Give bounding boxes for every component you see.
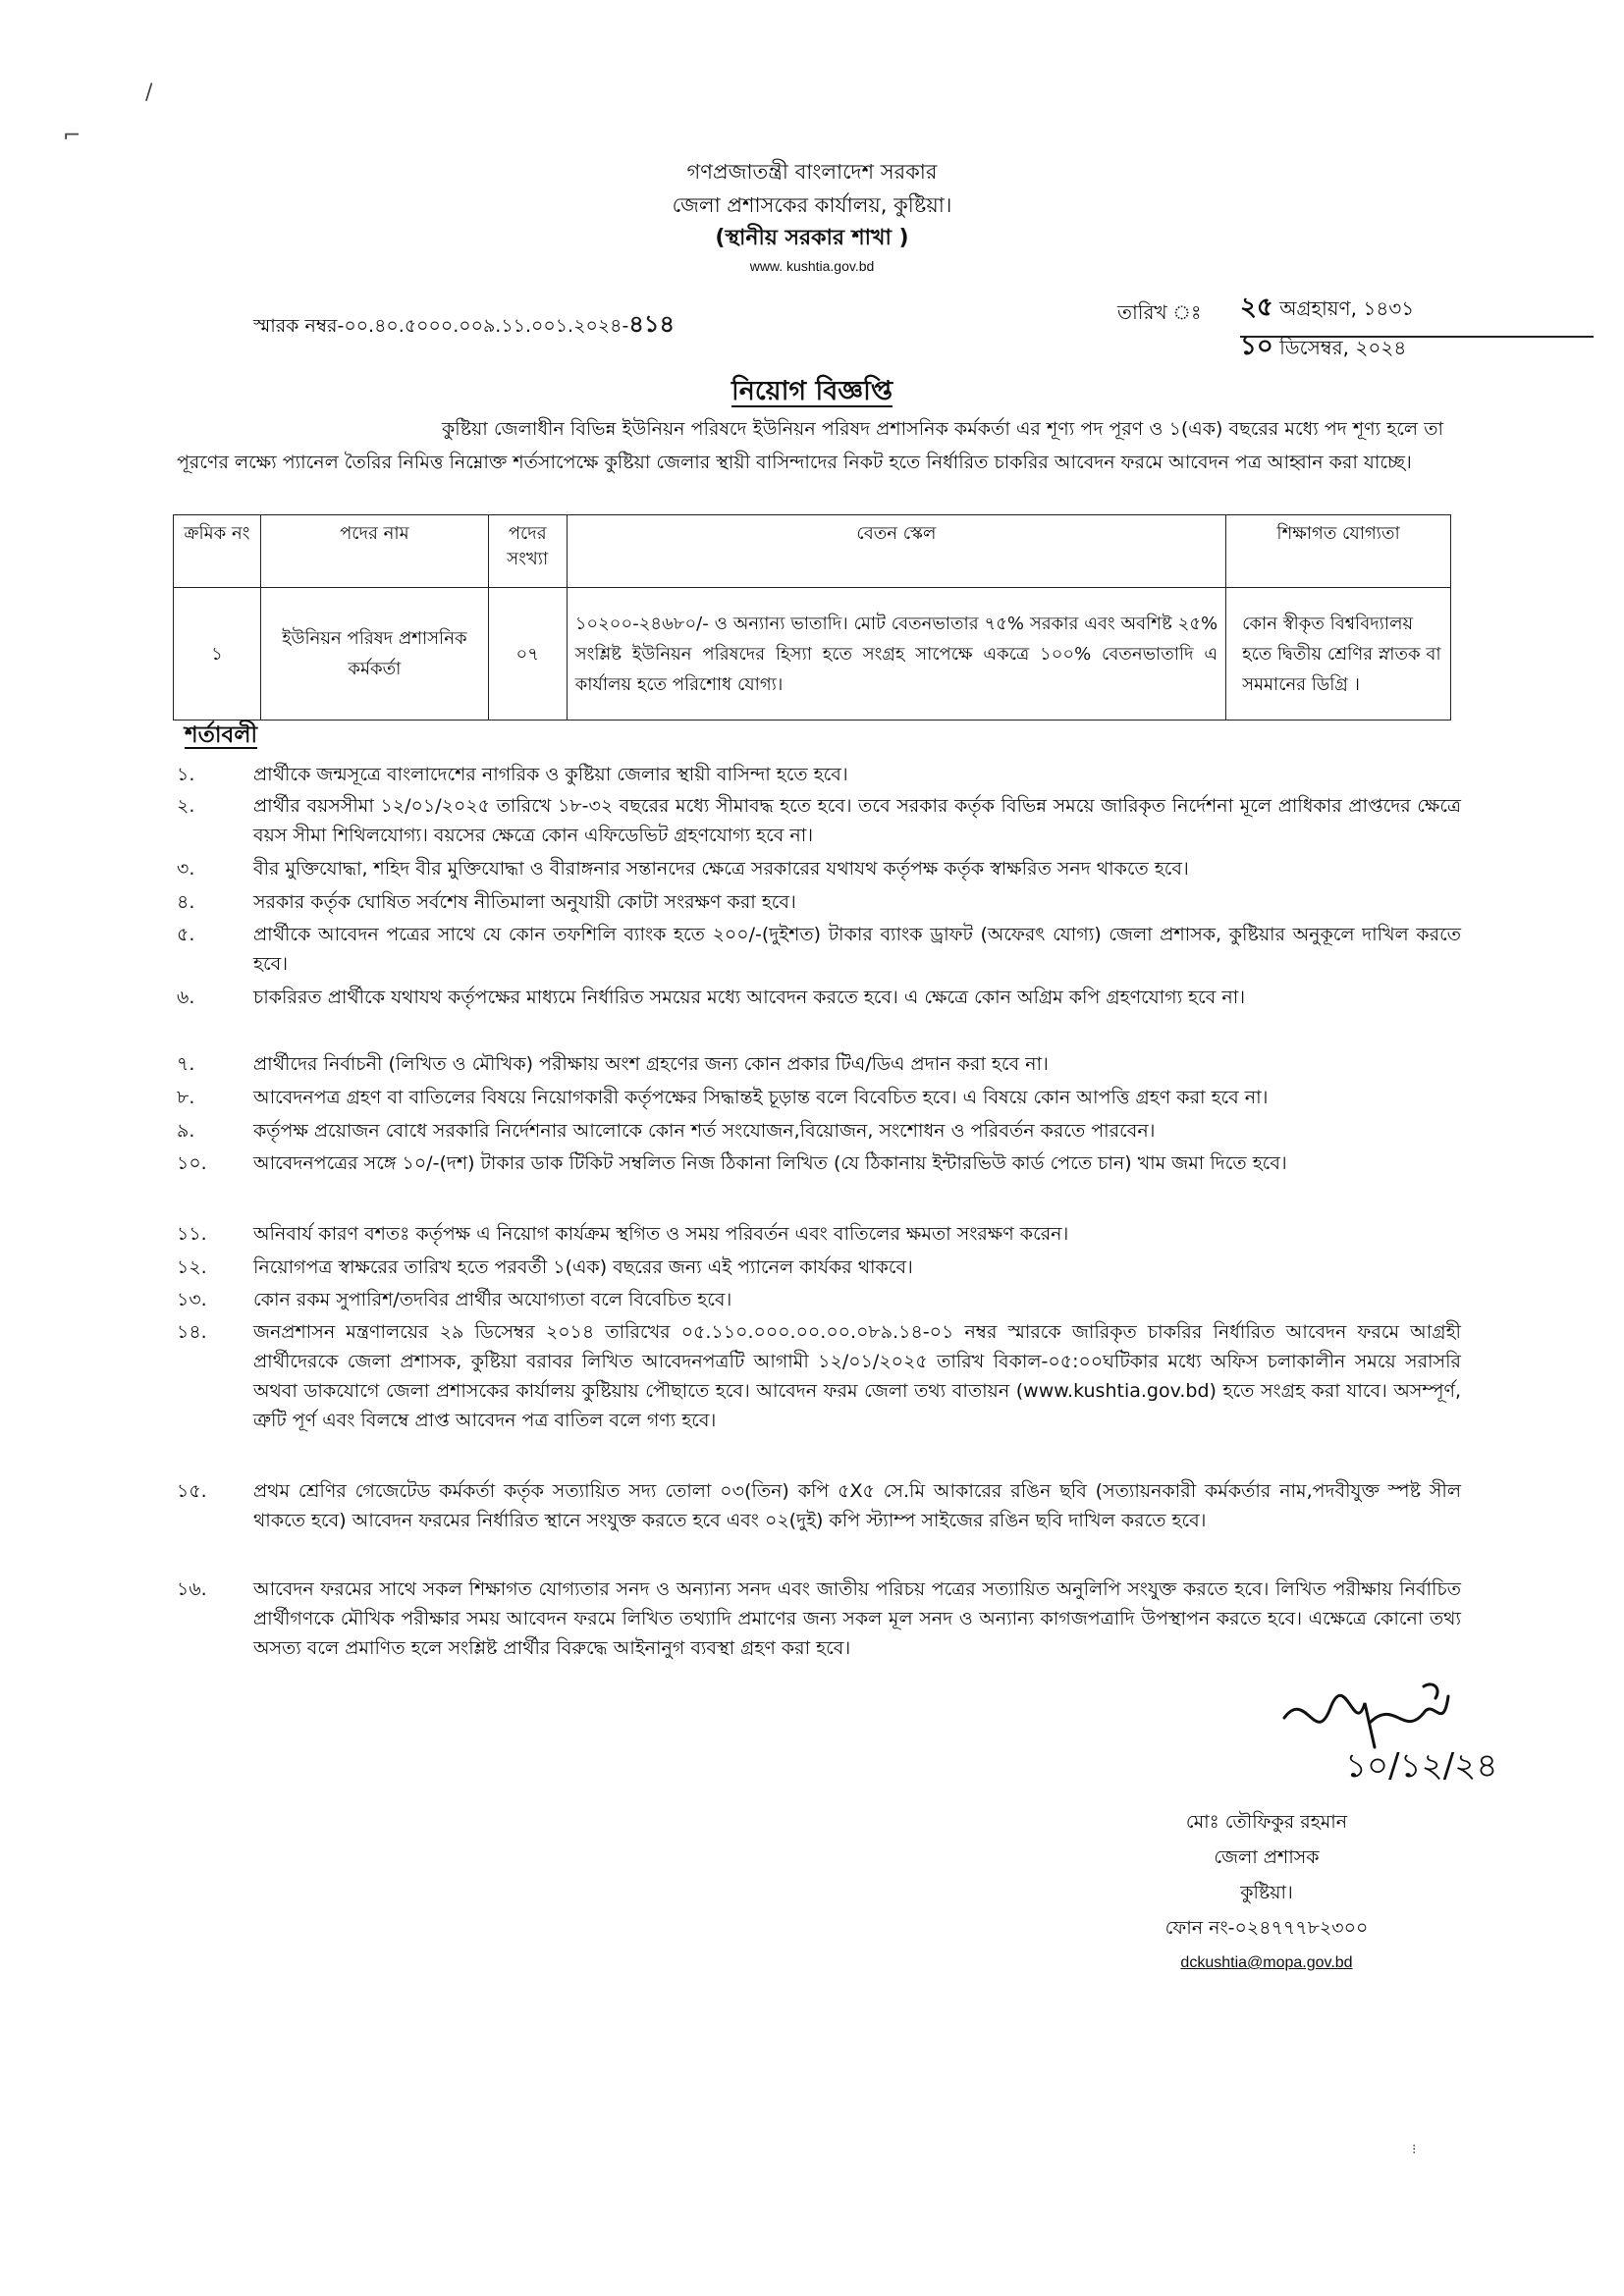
col-education-header: শিক্ষাগত যোগ্যতা <box>1226 515 1451 588</box>
condition-text: আবেদন ফরমের সাথে সকল শিক্ষাগত যোগ্যতার সনদ ও অন্যান্য সনদ এবং জাতীয় পরিচয় পত্রের সত্যায়িত অনুলিপি সংযুক্ত করতে হবে। লিখিত পরীক্ষায় নির্বাচিত প্রার্থীগণকে মৌখিক পরীক্ষার সময় আবেদন ফরমে লিখিত তথ্যাদি প্রমাণের জন্য সকল মূল সনদ ও অন্যান্য কাগজপত্রাদি উপস্থাপন করতে হবে। এক্ষেত্রে কোনো তথ্য অসত্য বলে প্রমাণিত হলে সংশ্লিষ্ট প্রার্থীর বিরুদ্ধে আইনানুগ ব্যবস্থা গ্রহণ করা হবে। <box>253 1578 1461 1659</box>
website-link[interactable]: www. kushtia.gov.bd <box>749 258 875 274</box>
condition-number: ১. <box>177 764 195 785</box>
gregorian-date <box>1240 326 1594 369</box>
condition-number: ৩. <box>177 858 195 880</box>
govt-name: গণপ্রজাতন্ত্রী বাংলাদেশ সরকার <box>686 160 938 184</box>
condition-text: প্রার্থীর বয়সসীমা ১২/০১/২০২৫ তারিখে ১৮-৩২ বছরের মধ্যে সীমাবদ্ধ হতে হবে। তবে সরকার কর্তৃক বিভিন্ন সময়ে জারিকৃত নির্দেশনা মূলে প্রাধিকার প্রাপ্তদের ক্ষেত্রে বয়স সীমা শিথিলযোগ্য। বয়সের ক্ষেত্রে কোন এফিডেভিট গ্রহণযোগ্য হবে না। <box>253 795 1461 846</box>
signatory-email-link[interactable]: dckushtia@mopa.gov.bd <box>1180 1954 1353 1971</box>
paper-mark: ⌐ <box>63 124 81 148</box>
signatory-name: মোঃ তৌফিকুর রহমান <box>1185 1811 1348 1833</box>
condition-number: ৫. <box>177 924 195 945</box>
table-row <box>174 588 1451 721</box>
condition-text: বীর মুক্তিযোদ্ধা, শহিদ বীর মুক্তিযোদ্ধা ও বীরাঙ্গনার সন্তানদের ক্ষেত্রে সরকারের যথাযথ কর্তৃপক্ষ কর্তৃক স্বাক্ষরিত সনদ থাকতে হবে। <box>253 858 1189 880</box>
condition-text: প্রার্থীকে আবেদন পত্রের সাথে যে কোন তফশিলি ব্যাংক হতে ২০০/-(দুইশত) টাকার ব্যাংক ড্রাফট (অফেরৎ যোগ্য) জেলা প্রশাসক, কুষ্টিয়ার অনুকূলে দাখিল করতে হবে। <box>253 924 1461 975</box>
condition-number: ৯. <box>177 1120 195 1142</box>
memo-ref-handwritten: ৪১৪ <box>628 310 676 338</box>
condition-number: ১০. <box>177 1152 207 1174</box>
condition-number: ১৩. <box>177 1289 207 1310</box>
condition-number: ৬. <box>177 987 195 1008</box>
condition-text: সরকার কর্তৃক ঘোষিত সর্বশেষ নীতিমালা অনুযায়ী কোটা সংরক্ষণ করা হবে। <box>253 891 796 913</box>
notice-title <box>0 371 1624 415</box>
condition-text: কোন রকম সুপারিশ/তদবির প্রার্থীর অযোগ্যতা বলে বিবেচিত হবে। <box>253 1289 732 1310</box>
pay-scale-cell: ১০২০০-২৪৬৮০/- ও অন্যান্য ভাতাদি। মোট বেতনভাতার ৭৫% সরকার এবং অবশিষ্ট ২৫% সংশ্লিষ্ট ইউনিয়ন পরিষদের হিস্যা হতে সংগ্রহ সাপেক্ষে একত্রে ১০০% বেতনভাতাদি এ কার্যালয় হতে পরিশোধ যোগ্য। <box>567 588 1225 721</box>
paper-mark: / <box>145 80 153 105</box>
paper-mark: ⁝ <box>1412 2142 1417 2158</box>
condition-text: প্রার্থীকে জন্মসূত্রে বাংলাদেশের নাগরিক ও কুষ্টিয়া জেলার স্থায়ী বাসিন্দা হতে হবে। <box>253 764 848 785</box>
notice-title-text: নিয়োগ বিজ্ঞপ্তি <box>731 376 893 406</box>
signatory-office: কুষ্টিয়া। <box>1240 1882 1293 1903</box>
branch-name: (স্থানীয় সরকার শাখা ) <box>715 226 909 250</box>
col-scale-header: বেতন স্কেল <box>567 515 1225 588</box>
condition-text: অনিবার্য কারণ বশতঃ কর্তৃপক্ষ এ নিয়োগ কার্যক্রম স্থগিত ও সময় পরিবর্তন এবং বাতিলের ক্ষমতা সংরক্ষণ করেন। <box>253 1223 1069 1245</box>
condition-text: কর্তৃপক্ষ প্রয়োজন বোধে সরকারি নির্দেশনার আলোকে কোন শর্ত সংযোজন,বিয়োজন, সংশোধন ও পরিবর্তন করতে পারবেন। <box>253 1120 1156 1142</box>
post-table <box>173 514 1451 721</box>
col-count-header: পদের সংখ্যা <box>488 515 567 588</box>
bangla-date-rest: অগ্রহায়ণ, ১৪৩১ <box>1279 296 1415 320</box>
condition-text: জনপ্রশাসন মন্ত্রণালয়ের ২৯ ডিসেম্বর ২০১৪ তারিখের ০৫.১১০.০০০.০০.০০.০৮৯.১৪-০১ নম্বর স্মারকে জারিকৃত চাকরির নির্ধারিত আবেদন ফরমে আগ্রহী প্রার্থীদেরকে জেলা প্রশাসক, কুষ্টিয়া বরাবর লিখিত আবেদনপত্রটি আগামী ১২/০১/২০২৫ তারিখ বিকাল-০৫:০০ঘটিকার মধ্যে অফিস চলাকালীন সময়ে সরাসরি অথবা ডাকযোগে জেলা প্রশাসকের কার্যালয় কুষ্টিয়ায় পৌছাতে হবে। আবেদন ফরম জেলা তথ্য বাতায়ন (www.kushtia.gov.bd) হতে সংগ্রহ করা যাবে। অসম্পূর্ণ, ত্রুটি পূর্ণ এবং বিলম্বে প্রাপ্ত আবেদন পত্র বাতিল বলে গণ্য হবে। <box>253 1321 1461 1431</box>
condition-number: ৮. <box>177 1087 195 1108</box>
condition-number: ১৫. <box>177 1480 207 1502</box>
condition-number: ১২. <box>177 1256 207 1278</box>
gregorian-date-rest: ডিসেম্বর, ২০২৪ <box>1279 336 1407 359</box>
conditions-heading: শর্তাবলী <box>185 722 258 748</box>
memo-ref-printed: স্মারক নম্বর-০০.৪০.৫০০০.০০৯.১১.০০১.২০২৪- <box>253 315 629 337</box>
serial-cell: ১ <box>174 588 261 721</box>
memo-number <box>253 306 675 346</box>
handwritten-signature <box>1276 1679 1542 1787</box>
condition-text: আবেদনপত্রের সঙ্গে ১০/-(দশ) টাকার ডাক টিকিট সম্বলিত নিজ ঠিকানা লিখিত (যে ঠিকানায় ইন্টারভিউ কার্ড পেতে চান) খাম জমা দিতে হবে। <box>253 1152 1287 1174</box>
signatory-phone: ফোন নং-০২৪৭৭৭৮২৩০০ <box>1164 1917 1369 1939</box>
date-label: তারিখ ঃ <box>1117 300 1202 324</box>
condition-text: চাকরিরত প্রার্থীকে যথাযথ কর্তৃপক্ষের মাধ্যমে নির্ধারিত সময়ের মধ্যে আবেদন করতে হবে। এ ক্ষেত্রে কোন অগ্রিম কপি গ্রহণযোগ্য হবে না। <box>253 987 1246 1008</box>
bangla-date-day: ২৫ <box>1240 293 1273 322</box>
condition-text: আবেদনপত্র গ্রহণ বা বাতিলের বিষয়ে নিয়োগকারী কর্তৃপক্ষের সিদ্ধান্তই চূড়ান্ত বলে বিবেচিত হবে। এ বিষয়ে কোন আপত্তি গ্রহণ করা হবে না। <box>253 1087 1269 1108</box>
condition-text: প্রথম শ্রেণির গেজেটেড কর্মকর্তা কর্তৃক সত্যায়িত সদ্য তোলা ০৩(তিন) কপি ৫X৫ সে.মি আকারের রঙিন ছবি (সত্যায়নকারী কর্মকর্তার নাম,পদবীযুক্ত স্পষ্ট সীল থাকতে হবে) আবেদন ফরমের নির্ধারিত স্থানে সংযুক্ত করতে হবে এবং ০২(দুই) কপি স্ট্যাম্প সাইজের রঙিন ছবি দাখিল করতে হবে। <box>253 1480 1461 1531</box>
letterhead <box>0 155 1624 277</box>
col-serial-header: ক্রমিক নং <box>174 515 261 588</box>
condition-number: ১৪. <box>177 1321 207 1343</box>
condition-text: প্রার্থীদের নির্বাচনী (লিখিত ও মৌখিক) পরীক্ষায় অংশ গ্রহণের জন্য কোন প্রকার টিএ/ডিএ প্রদান করা হবে না। <box>253 1053 1049 1075</box>
condition-number: ১১. <box>177 1223 207 1245</box>
condition-number: ২. <box>177 795 195 817</box>
intro-paragraph: কুষ্টিয়া জেলাধীন বিভিন্ন ইউনিয়ন পরিষদে ইউনিয়ন পরিষদ প্রশাসনিক কর্মকর্তা এর শূণ্য পদ পূরণ ও ১(এক) বছরের মধ্যে পদ শূণ্য হলে তা পূরণের লক্ষ্যে প্যানেল তৈরির নিমিত্ত নিম্নোক্ত শর্তসাপেক্ষে কুষ্টিয়া জেলার স্থায়ী বাসিন্দাদের নিকট হতে নির্ধারিত চাকরির আবেদন ফরমে আবেদন পত্র আহ্বান করা যাচ্ছে। <box>177 418 1443 473</box>
condition-number: ৪. <box>177 891 195 913</box>
condition-number: ১৬. <box>177 1578 207 1600</box>
post-name-cell: ইউনিয়ন পরিষদ প্রশাসনিক কর্মকর্তা <box>260 588 488 721</box>
condition-number: ৭. <box>177 1053 195 1075</box>
gregorian-date-day: ১০ <box>1240 332 1273 361</box>
signatory-block <box>1119 1804 1414 1981</box>
education-cell: কোন স্বীকৃত বিশ্ববিদ্যালয় হতে দ্বিতীয় শ্রেণির স্নাতক বা সমমানের ডিগ্রি । <box>1226 588 1451 721</box>
office-name: জেলা প্রশাসকের কার্যালয়, কুষ্টিয়া। <box>672 193 952 217</box>
col-post-header: পদের নাম <box>260 515 488 588</box>
signatory-designation: জেলা প্রশাসক <box>1214 1846 1320 1868</box>
condition-text: নিয়োগপত্র স্বাক্ষরের তারিখ হতে পরবর্তী ১(এক) বছরের জন্য এই প্যানেল কার্যকর থাকবে। <box>253 1256 913 1278</box>
post-count-cell: ০৭ <box>488 588 567 721</box>
table-header-row <box>174 515 1451 588</box>
signed-date: ১০/১২/২৪ <box>1345 1746 1498 1786</box>
